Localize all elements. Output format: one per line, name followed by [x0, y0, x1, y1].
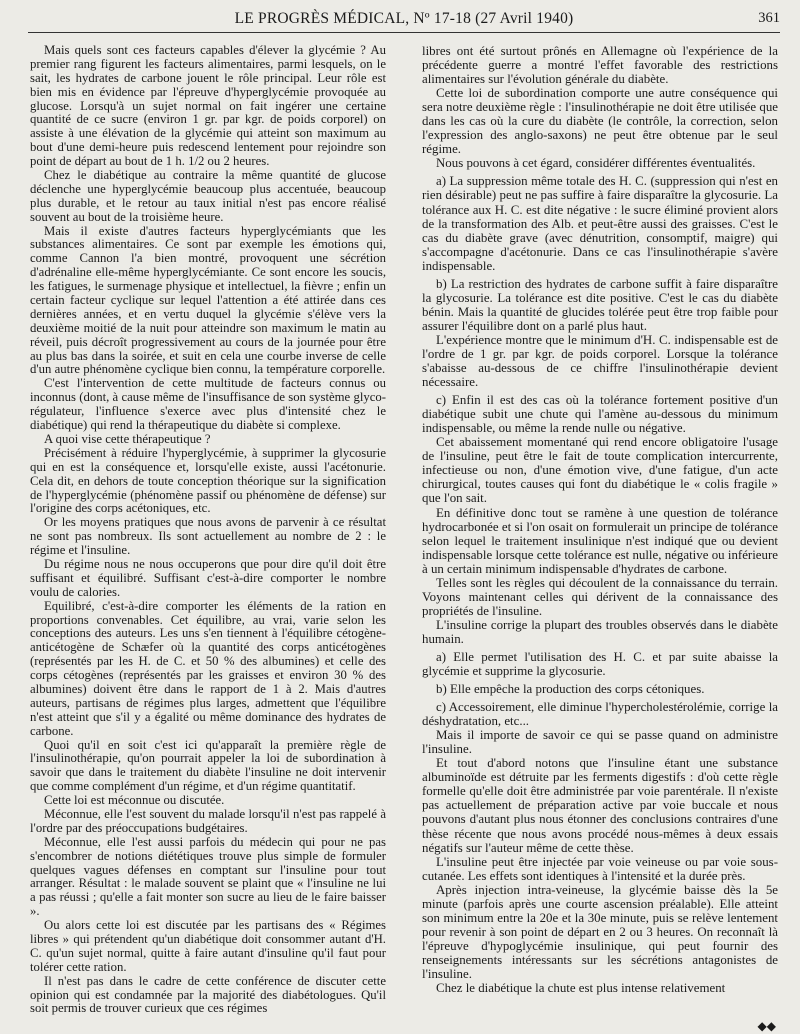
- journal-title: LE PROGRÈS MÉDICAL, Nº 17-18 (27 Avril 1940): [234, 10, 574, 27]
- paragraph: Cette loi est méconnue ou discutée.: [44, 793, 225, 808]
- paragraph: L'insuline corrige la plupart des troubles observés dans le diabète humain.: [422, 617, 778, 646]
- paragraph: b) Elle empêche la production des corps cétoniques.: [436, 682, 705, 697]
- paragraph: L'insuline peut être injectée par voie veineuse ou par voie sous-cutanée. Les effets sont identiques à l'intensité et la durée près.: [422, 854, 778, 883]
- paragraph: Méconnue, elle l'est aussi parfois du médecin qui pour ne pas s'encombrer de notions diététiques trouve plus simple de formuler quelques vagues défenses en comptant sur l'insuline pour tout arranger. Résultat : le malade souvent se plaint que « l'insuline ne lui a pas réussi ; qu'elle a fait monter son sucre au lieu de le faire baisser ».: [30, 834, 386, 919]
- paragraph: b) La restriction des hydrates de carbone suffit à faire disparaître la glycosurie. La tolérance est dite positive. C'est le cas du diabète bénin. Mais la quantité de glucides tolérée peut être trop faible pour assurer l'équilibre dont on a parlé plus haut.: [422, 276, 778, 333]
- paragraph: Telles sont les règles qui découlent de la connaissance du terrain. Voyons maintenant celles qui dérivent de la connaissance des propriétés de l'insuline.: [422, 575, 778, 618]
- paragraph: A quoi vise cette thérapeutique ?: [44, 431, 211, 446]
- paragraph: Méconnue, elle l'est souvent du malade lorsqu'il n'est pas rappelé à l'ordre par des préoccupations budgétaires.: [30, 806, 386, 835]
- paragraph: Il n'est pas dans le cadre de cette conférence de discuter cette opinion qui est condamnée par la majorité des diabétologues. Qu'il soit permis de trouver curieux que ces régimes: [30, 973, 386, 1016]
- paragraph: Or les moyens pratiques que nous avons de parvenir à ce résultat ne sont pas nombreux. Ils sont actuellement au nombre de 2 : le régime et l'insuline.: [30, 515, 386, 558]
- running-header: [28, 10, 780, 33]
- paragraph: Et tout d'abord notons que l'insuline étant une substance albuminoïde est détruite par les ferments digestifs : d'où cette règle formelle qu'elle doit être administrée par voie parentérale. Il n'existe pas actuellement de préparation active par voie buccale et nous pouvons d'autant plus nous étonner des conclusions contraires d'une thèse récente que nous avons procédé nous-mêmes à deux essais négatifs sur l'auteur même de cette thèse.: [422, 756, 778, 855]
- paragraph: c) Accessoirement, elle diminue l'hypercholestérolémie, corrige la déshydratation, etc...: [422, 700, 778, 729]
- page-number: 361: [758, 10, 780, 26]
- paragraph: Cette loi de subordination comporte une autre conséquence qui sera notre deuxième règle : l'insulinothérapie ne doit être utilisée que dans les cas où la cure du diabète (le contrôle, la correction, selon l'expression des anglo-saxons) ne peut être obtenue par le seul régime.: [422, 86, 778, 157]
- paragraph: C'est l'intervention de cette multitude de facteurs connus ou inconnus (dont, à cause même de l'insuffisance de son système glyco-régulateur, l'influence s'exerce avec plus d'intensité chez le diabétique) qui rend la thérapeutique du diabète si complexe.: [30, 376, 386, 433]
- paragraph: Après injection intra-veineuse, la glycémie baisse dès la 5e minute (parfois après une courte ascension préalable). Elle atteint son minimum entre la 20e et la 30e minute, puis se relève lentement pour revenir à son point de départ en 2 ou 3 heures. On reconnaît là l'épreuve d'hypoglycémie insulinique, qui peut fournir des renseignements intéressants sur les sécrétions antagonistes de l'insuline.: [422, 882, 778, 981]
- paragraph: Ou alors cette loi est discutée par les partisans des « Régimes libres » qui prétendent qu'un diabétique doit consommer autant d'H. C. qu'un sujet normal, quitte à faire autant d'insuline qu'il faut pour tolérer cette ration.: [30, 918, 386, 974]
- paragraph: Chez le diabétique au contraire la même quantité de glucose déclenche une hyperglycémie beaucoup plus accentuée, beaucoup plus durable, et le retour au taux initial n'est pas encore réalisé souvent au bout de la troisième heure.: [30, 168, 386, 224]
- end-ornament: ◆◆: [757, 1019, 776, 1033]
- paragraph: a) La suppression même totale des H. C. (suppression qui n'est en rien désirable) peut ne pas suffire à faire disparaître la glycosurie. La tolérance aux H. C. est dite négative : le sucre éliminé provient alors de la transformation des Alb. et peut-être aussi des graisses. C'est le cas du diabète grave (avec dénutrition, consomptif, maigre) qui s'accompagne d'acétonurie. Dans ce cas l'insulinothérapie s'avère indispensable.: [422, 174, 778, 273]
- left-column: [30, 44, 386, 1016]
- paragraph: libres ont été surtout prônés en Allemagne où l'expérience de la précédente guerre a montré l'effet favorable des restrictions alimentaires sur l'évolution générale du diabète.: [422, 44, 778, 87]
- paragraph: Précisément à réduire l'hyperglycémie, à supprimer la glycosurie qui en est la conséquence et, lorsqu'elle existe, aussi l'acétonurie. Cela dit, en dehors de toute conception théorique sur la signification de l'hyperglycémie (phénomène passif ou phénomène de défense) sur l'origine des corps acétoniques, etc.: [30, 445, 386, 516]
- paragraph: c) Enfin il est des cas où la tolérance fortement positive d'un diabétique subit une chute qui l'amène au-dessous du minimum indispensable, ou même la rende nulle ou négative.: [422, 393, 778, 436]
- paragraph: Quoi qu'il en soit c'est ici qu'apparaît la première règle de l'insulinothérapie, qu'on pourrait appeler la loi de subordination à savoir que dans le traitement du diabète l'insuline ne doit intervenir que comme complément d'un régime, et d'un régime quantitatif.: [30, 737, 386, 794]
- paragraph: a) Elle permet l'utilisation des H. C. et par suite abaisse la glycémie et supprime la glycosurie.: [422, 649, 778, 679]
- paragraph: Mais il existe d'autres facteurs hyperglycémiants que les substances alimentaires. Ce sont par exemple les émotions qui, comme Cannon l'a bien montré, provoquent une sécrétion d'adrénaline elle-même hyperglycémiante. Ce sont encore les soucis, les fatigues, le surmenage physique et intellectuel, la fièvre ; enfin un certain facteur cyclique sur lequel l'attention a été attirée dans ces dernières années, et en vertu duquel la glycémie s'élève vers la deuxième moitié de la nuit pour atteindre son maximum le matin au réveil, puis décroît progressivement au cours de la journée pour être au plus bas dans la soirée, et suit en cela une courbe inverse de celle d'un autre phénomène cyclique bien connu, la température corporelle.: [30, 223, 386, 377]
- paragraph: En définitive donc tout se ramène à une question de tolérance hydrocarbonée et si l'on osait on formulerait un principe de tolérance selon lequel le traitement insulinique n'est indiqué que ou devient indispensable lorsque cette tolérance est nulle, négative ou inférieure à un certain minimum indispensable d'hydrates de carbone.: [422, 505, 778, 576]
- paragraph: L'expérience montre que le minimum d'H. C. indispensable est de l'ordre de 1 gr. par kgr. de poids corporel. Lorsque la tolérance s'abaisse au-dessous de ce chiffre l'insulinothérapie devient nécessaire.: [422, 332, 778, 390]
- paragraph: Equilibré, c'est-à-dire comporter les éléments de la ration en proportions convenables. Cet équilibre, au vrai, varie selon les conceptions des auteurs. Les uns s'en tiennent à l'équilibre cétogène-anticétogène de Schæfer où la quantité des corps anticétogènes (représentés par les H. de C. et 50 % des albumines) et celle des corps cétogènes (représentés par les graisses et environ 30 % des albumines) doivent être dans le rapport de 1 à 2. Mais d'autres auteurs, partisans de régimes plus larges, admettent que l'équilibre n'est atteint que s'il y a égalité ou même dominance des hydrates de carbone.: [30, 598, 386, 738]
- paragraph: Chez le diabétique la chute est plus intense relativement: [436, 981, 726, 996]
- paragraph: Mais quels sont ces facteurs capables d'élever la glycémie ? Au premier rang figurent les facteurs alimentaires, parmi lesquels, on le sait, les hydrates de carbone jouent le rôle principal. Leur rôle est bien mis en évidence par l'épreuve d'hyperglycémie provoquée au glucose. Lorsqu'à un sujet normal on fait ingérer une certaine quantité de ce sucre (environ 1 gr. par kgr. de poids corporel) on assiste à une élévation de la glycémie qui atteint son maximum au bout d'une demi-heure puis redescend lentement pour rejoindre son point de départ au bout de 1 h. 1/2 ou 2 heures.: [30, 44, 386, 169]
- paragraph: Cet abaissement momentané qui rend encore obligatoire l'usage de l'insuline, peut être le fait de toute complication intercurrente, infectieuse ou non, d'une émotion vive, d'une fatigue, d'un acte chirurgical, toutes causes qui font du diabétique le « colis fragile » que l'on sait.: [422, 435, 778, 506]
- paragraph: Du régime nous ne nous occuperons que pour dire qu'il doit être suffisant et équilibré. Suffisant c'est-à-dire comporter le nombre voulu de calories.: [30, 556, 386, 599]
- paragraph: Mais il importe de savoir ce qui se passe quand on administre l'insuline.: [422, 728, 778, 757]
- right-column: [422, 44, 778, 1016]
- paragraph: Nous pouvons à cet égard, considérer différentes éventualités.: [436, 156, 756, 171]
